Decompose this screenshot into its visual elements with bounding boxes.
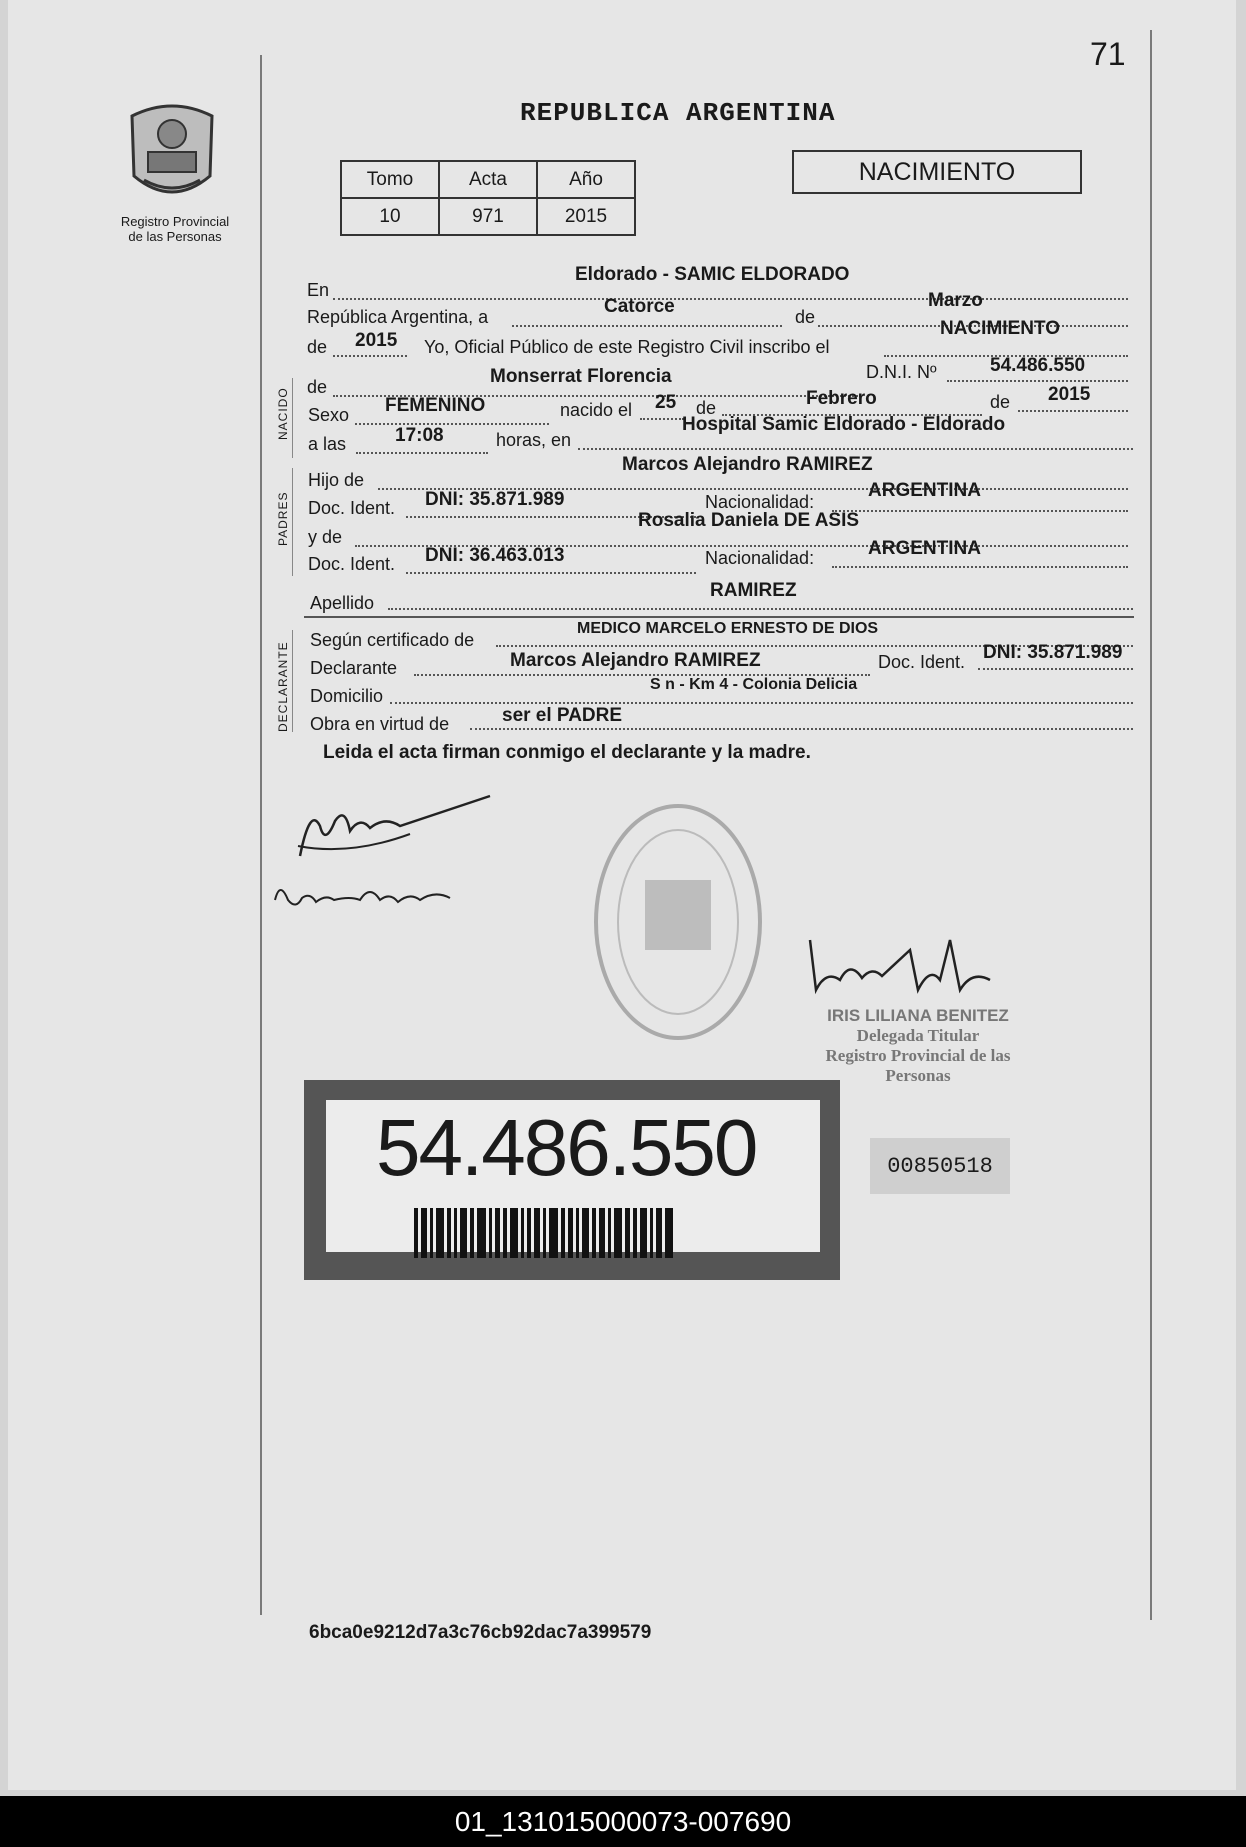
label-obra: Obra en virtud de [310, 714, 450, 734]
value-lugar: Eldorado - SAMIC ELDORADO [575, 264, 850, 285]
dotted-line [578, 448, 1133, 450]
value-padre-dni: DNI: 35.871.989 [425, 489, 565, 510]
dotted-line [470, 728, 1133, 730]
mother-signature [270, 870, 460, 920]
dotted-line [333, 355, 407, 357]
act-type-box: NACIMIENTO [792, 150, 1082, 194]
value-nac-dia: 25 [655, 392, 677, 413]
section-divider [292, 468, 293, 576]
value-anio: 2015 [355, 330, 398, 351]
label-doc-ident3: Doc. Ident. [878, 652, 966, 672]
label-dni: D.N.I. Nº [866, 362, 937, 382]
value-certificado: MEDICO MARCELO ERNESTO DE DIOS [577, 620, 879, 637]
value-lugar-nac: Hospital Samic Eldorado - Eldorado [682, 414, 1006, 435]
header-tomo: Tomo [341, 161, 439, 198]
label-nacido-el: nacido el [560, 400, 633, 420]
value-obra: ser el PADRE [502, 705, 623, 726]
tomo-acta-ano-table [340, 160, 636, 236]
dotted-line [355, 423, 549, 425]
value-madre: Rosalia Daniela DE ASIS [638, 510, 860, 531]
barcode-bars [414, 1208, 734, 1258]
document-title: REPUBLICA ARGENTINA [520, 98, 836, 128]
official-round-stamp [590, 800, 766, 1044]
side-label-nacido: NACIDO [276, 387, 290, 440]
value-declarante: Marcos Alejandro RAMIREZ [510, 650, 761, 671]
label-hijo-de: Hijo de [308, 470, 365, 490]
dotted-line [832, 566, 1128, 568]
value-declarante-dni: DNI: 35.871.989 [983, 642, 1123, 663]
value-ano: 2015 [537, 198, 635, 235]
value-domicilio: S n - Km 4 - Colonia Delicia [650, 676, 858, 693]
barcode-number: 54.486.550 [376, 1103, 757, 1192]
label-nacionalidad2: Nacionalidad: [705, 548, 815, 568]
label-domicilio: Domicilio [310, 686, 384, 706]
label-de2: de [307, 337, 328, 357]
value-mes: Marzo [928, 290, 983, 311]
label-declarante: Declarante [310, 658, 398, 678]
label-en: En [307, 280, 330, 300]
closing-statement: Leida el acta firman conmigo el declarante y la madre. [323, 742, 811, 763]
label-yo: Yo, Oficial Público de este Registro Civil inscribo el [424, 337, 830, 357]
dotted-line [356, 452, 488, 454]
value-madre-nac: ARGENTINA [868, 538, 981, 559]
header-ano: Año [537, 161, 635, 198]
dotted-line [947, 380, 1128, 382]
section-divider [292, 378, 293, 458]
label-apellido: Apellido [310, 593, 375, 613]
label-segun: Según certificado de [310, 630, 475, 650]
value-madre-dni: DNI: 36.463.013 [425, 545, 565, 566]
value-nombre: Monserrat Florencia [490, 366, 672, 387]
label-doc-ident2: Doc. Ident. [308, 554, 396, 574]
value-hora: 17:08 [395, 425, 444, 446]
dotted-line [406, 572, 696, 574]
section-divider [292, 630, 293, 732]
left-margin-line [260, 55, 262, 1615]
separator-line [304, 616, 1134, 618]
label-republica: República Argentina, a [307, 307, 489, 327]
label-de: de [795, 307, 816, 327]
barcode-panel [326, 1100, 820, 1252]
label-horas-en: horas, en [496, 430, 572, 450]
dotted-line [333, 298, 1128, 300]
value-apellido: RAMIREZ [710, 580, 797, 601]
value-sexo: FEMENINO [385, 395, 486, 416]
value-dni: 54.486.550 [990, 355, 1086, 376]
label-doc-ident: Doc. Ident. [308, 498, 396, 518]
dni-barcode-label [304, 1080, 840, 1280]
right-margin-line [1150, 30, 1152, 1620]
dotted-line [390, 702, 1133, 704]
dotted-line [388, 608, 1133, 610]
registry-caption: Registro Provincial de las Personas [120, 214, 230, 244]
value-dia: Catorce [604, 296, 675, 317]
value-tomo: 10 [341, 198, 439, 235]
file-id-bar [0, 1796, 1246, 1847]
value-acta: 971 [439, 198, 537, 235]
value-nac-anio: 2015 [1048, 384, 1091, 405]
side-label-declarante: DECLARANTE [276, 641, 290, 732]
label-sexo: Sexo [308, 405, 350, 425]
document-hash: 6bca0e9212d7a3c76cb92dac7a399579 [309, 1622, 652, 1643]
label-de-anio: de [990, 392, 1011, 412]
label-de-mes: de [696, 398, 717, 418]
official-stamp-text: IRIS LILIANA BENITEZ Delegada Titular Registro Provincial de las Personas [825, 1006, 1011, 1085]
value-padre-nac: ARGENTINA [868, 480, 981, 501]
province-seal-logo [122, 96, 222, 208]
value-padre: Marcos Alejandro RAMIREZ [622, 454, 873, 475]
official-signature [800, 930, 1000, 1010]
dotted-line [832, 510, 1128, 512]
label-nacionalidad: Nacionalidad: [705, 492, 815, 512]
header-acta: Acta [439, 161, 537, 198]
dotted-line [512, 325, 782, 327]
dotted-line [640, 418, 684, 420]
page-number: 71 [1090, 36, 1126, 72]
side-label-padres: PADRES [276, 491, 290, 546]
label-de-nombre: de [307, 377, 328, 397]
file-id: 01_131015000073-007690 [454, 1805, 792, 1837]
dotted-line [1018, 410, 1128, 412]
value-nac-mes: Febrero [806, 388, 877, 409]
serial-number: 00850518 [870, 1138, 1010, 1194]
value-inscribe: NACIMIENTO [940, 318, 1060, 339]
dotted-line [978, 668, 1133, 670]
label-a-las: a las [308, 434, 347, 454]
label-y-de: y de [308, 527, 343, 547]
